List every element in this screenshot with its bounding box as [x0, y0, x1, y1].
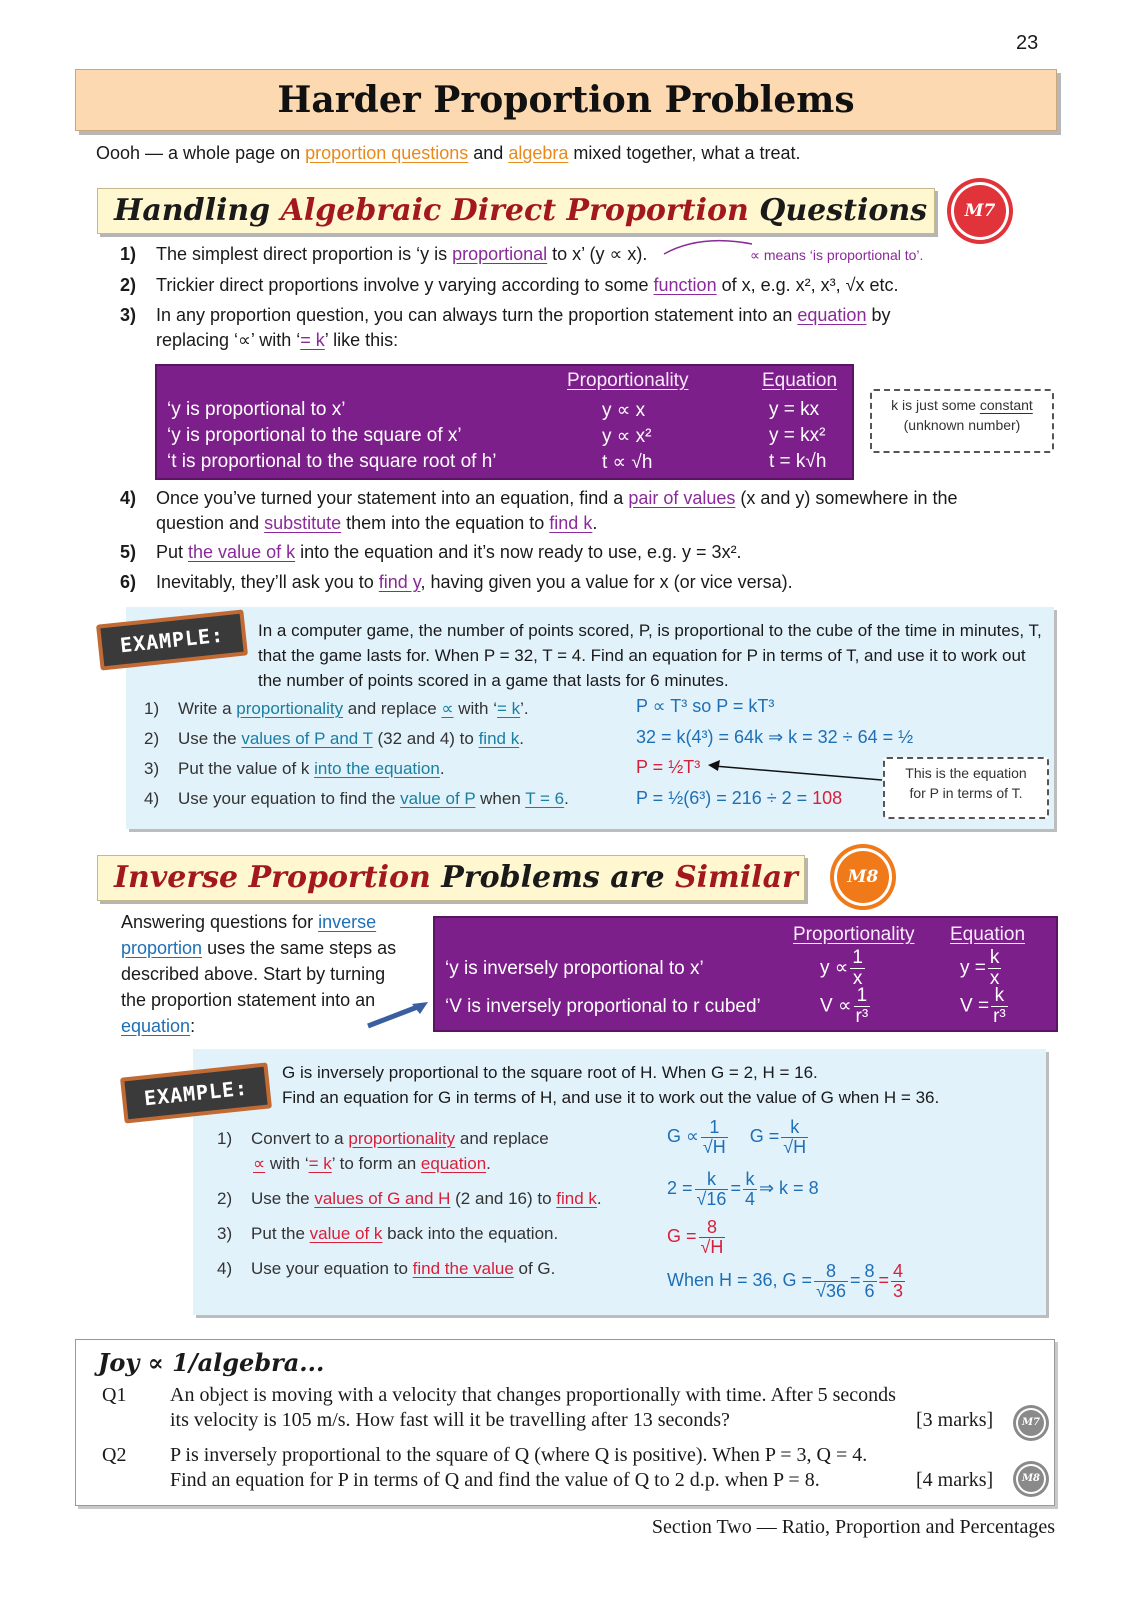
intro-link-proportion: proportion questions	[305, 143, 469, 163]
direct-proportion-table	[155, 364, 854, 480]
example-1-math: 32 = k(4³) = 64k ⇒ k = 32 ÷ 64 = ½	[636, 727, 914, 747]
table-row-statement: ‘V is inversely proportional to r cubed’	[445, 996, 761, 1017]
example-2-step: 4) Use your equation to find the value of G.	[217, 1259, 556, 1278]
section-footer: Section Two — Ratio, Proportion and Percentages	[651, 1516, 1055, 1538]
q1-label: Q1	[102, 1384, 127, 1406]
example-2-step: 1) Convert to a proportionality and replace	[217, 1129, 549, 1148]
page-number: 23	[1016, 32, 1039, 54]
arrow-left-icon	[706, 756, 886, 786]
arrow-right-icon	[364, 1000, 432, 1030]
q2-text: Find an equation for P in terms of Q and find the value of Q to 2 d.p. when P = 8.	[170, 1469, 820, 1491]
example-1-math: P = ½T³	[636, 757, 701, 777]
example-2-math: When H = 36, G = $\frac{8}{√36}$ = $\frac{8}{6}$ = $\frac{4}{3}$	[667, 1261, 904, 1301]
table-row-statement: ‘y is inversely proportional to x’	[445, 958, 704, 979]
practice-title: Joy ∝ 1/algebra...	[98, 1348, 325, 1377]
example-1-step: 4) Use your equation to find the value of P when T = 6.	[144, 789, 569, 808]
page-title: Harder Proportion Problems	[75, 69, 1057, 131]
table-header-proportionality: Proportionality	[793, 924, 915, 945]
example-1-math: P = ½(6³) = 216 ÷ 2 = 108	[636, 788, 843, 808]
inverse-proportion-table	[433, 916, 1058, 1032]
table-row-statement: ‘y is proportional to the square of x’	[167, 425, 462, 446]
example-1-step: 2) Use the values of P and T (32 and 4) to find k.	[144, 729, 524, 748]
example-1-step: 3) Put the value of k into the equation.	[144, 759, 445, 778]
k-constant-note: k is just some constant (unknown number)	[870, 389, 1054, 453]
section-heading-direct: Handling Algebraic Direct Proportion Questions	[97, 188, 935, 234]
table-row-proportionality: y ∝ x²	[602, 426, 652, 447]
example-2-step-cont: ∝ with ‘= k’ to form an equation.	[253, 1154, 491, 1173]
table-row-proportionality: y ∝ $\frac{1}{x}$	[820, 947, 863, 989]
badge-m8: M8	[1016, 1464, 1046, 1494]
example-1-math: P ∝ T³ so P = kT³	[636, 696, 775, 716]
badge-m8: M8	[834, 848, 892, 906]
table-row-equation: V = $\frac{k}{\text{r³}}$	[960, 985, 1006, 1027]
table-row-proportionality: y ∝ x	[602, 400, 646, 421]
table-header-equation: Equation	[950, 924, 1026, 945]
means-arrow-icon	[660, 234, 760, 258]
q1-text: An object is moving with a velocity that changes proportionally with time. After 5 seconds	[170, 1384, 896, 1406]
example-1-question: In a computer game, the number of points scored, P, is proportional to the cube of the time in minutes, T, that the game lasts for. When P = 32, T = 4. Find an equation for P in terms of T, and use it to work out the number of points scored in a game that lasts for 6 minutes.	[258, 621, 1042, 690]
example-1-step: 1) Write a proportionality and replace ∝ with ‘= k’.	[144, 699, 529, 718]
table-row-proportionality: t ∝ √h	[602, 452, 653, 473]
table-row-statement: ‘y is proportional to x’	[167, 399, 346, 420]
intro-text: Oooh — a whole page on proportion questions and algebra mixed together, what a treat.	[96, 143, 801, 163]
example-2-math: G = $\frac{8}{√H}$	[667, 1217, 724, 1257]
badge-m7: M7	[1016, 1408, 1046, 1438]
means-note: ∝ means ‘is proportional to’.	[750, 247, 924, 263]
inverse-intro-text: Answering questions for inverse proportion uses the same steps as described above. Start by turning the proportion statement into an equation:	[121, 912, 397, 1036]
table-header-proportionality: Proportionality	[567, 370, 689, 391]
table-row-statement: ‘t is proportional to the square root of h’	[167, 451, 497, 472]
example-2-math: 2 = $\frac{k}{√16}$ = $\frac{k}{4}$ ⇒ k = 8	[667, 1169, 819, 1209]
table-row-equation: t = k√h	[769, 451, 827, 472]
q1-text: its velocity is 105 m/s. How fast will it be travelling after 13 seconds?	[170, 1409, 730, 1431]
table-row-equation: y = kx	[769, 399, 820, 420]
example-2-step: 2) Use the values of G and H (2 and 16) to find k.	[217, 1189, 602, 1208]
example-label: EXAMPLE:	[120, 1062, 272, 1123]
q2-label: Q2	[102, 1444, 127, 1466]
q2-text: P is inversely proportional to the square of Q (where Q is positive). When P = 3, Q = 4.	[170, 1444, 868, 1466]
table-row-equation: y = $\frac{k}{x}$	[960, 947, 1000, 989]
intro-link-algebra: algebra	[508, 143, 569, 163]
example-2-question-line: Find an equation for G in terms of H, and use it to work out the value of G when H = 36.	[282, 1088, 940, 1107]
table-header-equation: Equation	[762, 370, 838, 391]
example-label: EXAMPLE:	[96, 609, 248, 670]
example-2-question-line: G is inversely proportional to the square root of H. When G = 2, H = 16.	[282, 1063, 818, 1082]
q1-marks: [3 marks]	[916, 1409, 994, 1431]
section-heading-inverse: Inverse Proportion Problems are Similar	[97, 855, 805, 901]
example-2-step: 3) Put the value of k back into the equation.	[217, 1224, 559, 1243]
example-2-math: G ∝ $\frac{1}{√H}$ G = $\frac{k}{√H}$	[667, 1117, 807, 1157]
practice-questions-box	[75, 1339, 1055, 1506]
equation-note: This is the equation for P in terms of T.	[883, 757, 1049, 819]
badge-m7: M7	[951, 182, 1009, 240]
q2-marks: [4 marks]	[916, 1469, 994, 1491]
table-row-equation: y = kx²	[769, 425, 826, 446]
table-row-proportionality: V ∝ $\frac{1}{\text{r³}}$	[820, 985, 869, 1027]
